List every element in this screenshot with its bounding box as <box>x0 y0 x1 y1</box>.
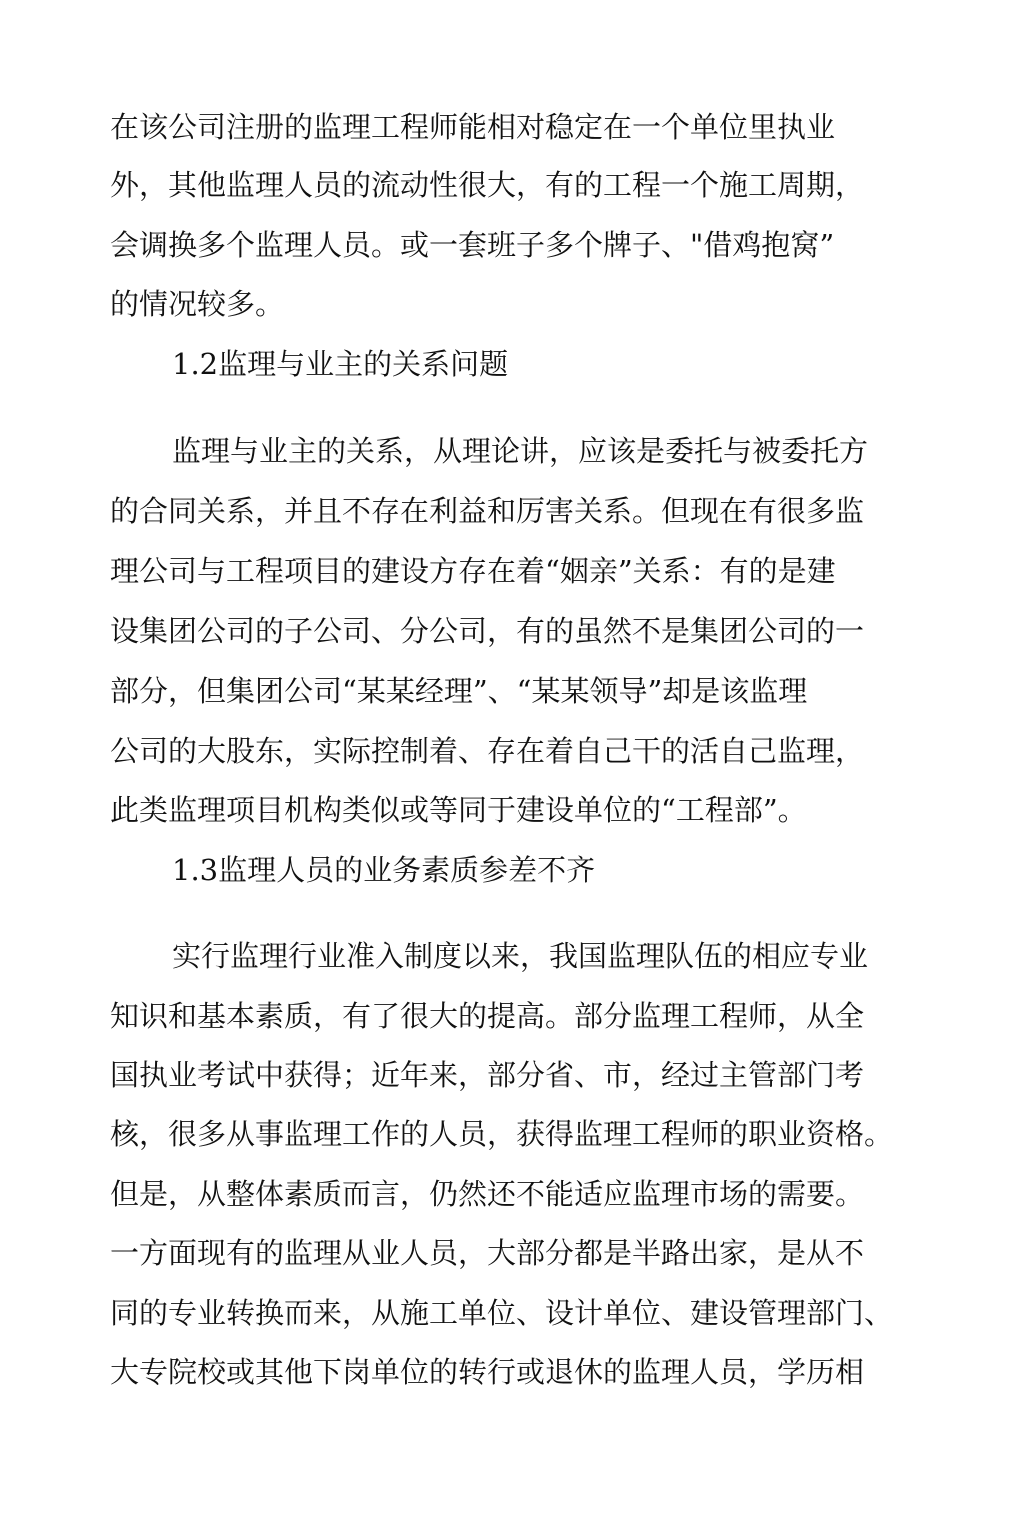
section-heading-1-2: 1.2监理与业主的关系问题 <box>172 347 509 381</box>
text-line: 公司的大股东，实际控制着、存在着自己干的活自己监理， <box>110 734 865 768</box>
text-line: 监理与业主的关系，从理论讲，应该是委托与被委托方 <box>172 434 869 468</box>
text-line: 的情况较多。 <box>110 287 285 321</box>
section-heading-1-3: 1.3监理人员的业务素质参差不齐 <box>172 853 596 887</box>
text-line: 大专院校或其他下岗单位的转行或退休的监理人员，学历相 <box>110 1355 865 1389</box>
text-line: 外，其他监理人员的流动性很大，有的工程一个施工周期， <box>110 168 865 202</box>
text-line: 会调换多个监理人员。或一套班子多个牌子、"借鸡抱窝” <box>110 228 835 262</box>
text-line: 同的专业转换而来，从施工单位、设计单位、建设管理部门、 <box>110 1296 894 1330</box>
text-line: 国执业考试中获得；近年来，部分省、市，经过主管部门考 <box>110 1058 865 1092</box>
text-line: 但是，从整体素质而言，仍然还不能适应监理市场的需要。 <box>110 1177 865 1211</box>
text-line: 一方面现有的监理从业人员，大部分都是半路出家，是从不 <box>110 1236 865 1270</box>
text-line: 部分，但集团公司“某某经理”、“某某领导”却是该监理 <box>110 674 808 708</box>
text-line: 设集团公司的子公司、分公司，有的虽然不是集团公司的一 <box>110 614 865 648</box>
text-line: 核，很多从事监理工作的人员，获得监理工程师的职业资格。 <box>110 1117 894 1151</box>
text-line: 实行监理行业准入制度以来，我国监理队伍的相应专业 <box>172 939 869 973</box>
text-line: 此类监理项目机构类似或等同于建设单位的“工程部”。 <box>110 793 807 827</box>
text-line: 的合同关系，并且不存在利益和厉害关系。但现在有很多监 <box>110 494 865 528</box>
text-line: 知识和基本素质，有了很大的提高。部分监理工程师，从全 <box>110 999 865 1033</box>
text-line: 理公司与工程项目的建设方存在着“姻亲”关系：有的是建 <box>110 554 836 588</box>
text-line: 在该公司注册的监理工程师能相对稳定在一个单位里执业 <box>110 110 836 144</box>
